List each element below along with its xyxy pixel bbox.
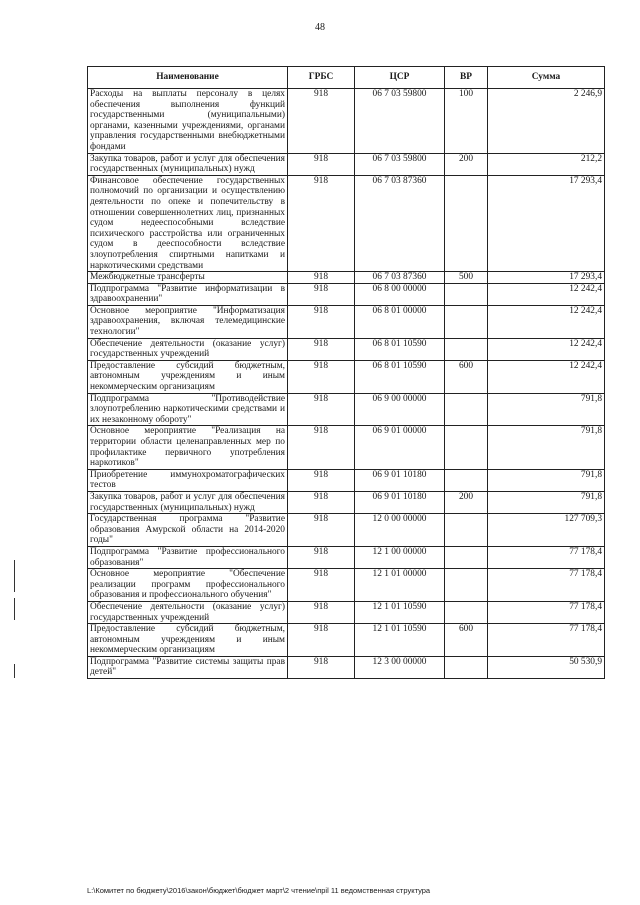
footer-file-path: L:\Комитет по бюджету\2016\закон\бюджет\бюджет март\2 чтение\прil 11 ведомственная структура (87, 886, 431, 895)
margin-mark (14, 598, 15, 620)
cell-sum: 212,2 (488, 153, 605, 175)
cell-sum: 77 178,4 (488, 546, 605, 568)
cell-name: Закупка товаров, работ и услуг для обеспечения государственных (муниципальных) нужд (88, 491, 288, 513)
cell-grbs: 918 (288, 514, 355, 547)
cell-grbs: 918 (288, 305, 355, 338)
cell-name: Основное мероприятие "Информатизация здравоохранения, включая телемедицинские технологии" (88, 305, 288, 338)
cell-grbs: 918 (288, 272, 355, 284)
table-row (88, 338, 605, 360)
cell-sum: 791,8 (488, 426, 605, 469)
table-row (88, 283, 605, 305)
cell-vr (445, 283, 488, 305)
cell-csr: 12 0 00 00000 (355, 514, 445, 547)
table-row (88, 469, 605, 491)
cell-csr: 06 8 01 10590 (355, 338, 445, 360)
cell-name: Подпрограмма "Противодействие злоупотреблению наркотическими средствами и их незаконному обороту" (88, 393, 288, 426)
cell-name: Подпрограмма "Развитие системы защиты прав детей" (88, 656, 288, 678)
cell-grbs: 918 (288, 656, 355, 678)
cell-sum: 127 709,3 (488, 514, 605, 547)
cell-sum: 17 293,4 (488, 175, 605, 271)
header-csr: ЦСР (355, 67, 445, 89)
cell-vr (445, 569, 488, 602)
cell-grbs: 918 (288, 491, 355, 513)
cell-csr: 12 1 00 00000 (355, 546, 445, 568)
cell-name: Основное мероприятие "Обеспечение реализации программ профессионального образования и профессионального обучения" (88, 569, 288, 602)
cell-grbs: 918 (288, 469, 355, 491)
cell-sum: 12 242,4 (488, 283, 605, 305)
cell-csr: 06 8 01 10590 (355, 360, 445, 393)
table-row (88, 272, 605, 284)
cell-csr: 06 7 03 87360 (355, 175, 445, 271)
cell-sum: 77 178,4 (488, 601, 605, 623)
cell-csr: 06 7 03 87360 (355, 272, 445, 284)
cell-vr (445, 426, 488, 469)
cell-grbs: 918 (288, 546, 355, 568)
table-row (88, 656, 605, 678)
cell-csr: 12 3 00 00000 (355, 656, 445, 678)
cell-csr: 06 8 00 00000 (355, 283, 445, 305)
cell-csr: 06 7 03 59800 (355, 89, 445, 154)
cell-csr: 12 1 01 10590 (355, 624, 445, 657)
cell-grbs: 918 (288, 153, 355, 175)
cell-vr: 600 (445, 360, 488, 393)
cell-csr: 06 8 01 00000 (355, 305, 445, 338)
cell-csr: 06 9 01 10180 (355, 469, 445, 491)
cell-vr (445, 514, 488, 547)
cell-vr (445, 656, 488, 678)
cell-vr (445, 393, 488, 426)
cell-vr: 200 (445, 153, 488, 175)
table-body (88, 89, 605, 679)
cell-csr: 12 1 01 10590 (355, 601, 445, 623)
cell-grbs: 918 (288, 393, 355, 426)
cell-vr (445, 338, 488, 360)
margin-mark (14, 664, 15, 678)
cell-sum: 791,8 (488, 491, 605, 513)
table-row (88, 426, 605, 469)
table-row (88, 393, 605, 426)
cell-grbs: 918 (288, 426, 355, 469)
cell-grbs: 918 (288, 283, 355, 305)
cell-grbs: 918 (288, 338, 355, 360)
cell-sum: 50 530,9 (488, 656, 605, 678)
cell-vr (445, 469, 488, 491)
cell-vr (445, 546, 488, 568)
cell-name: Обеспечение деятельности (оказание услуг) государственных учреждений (88, 338, 288, 360)
cell-name: Закупка товаров, работ и услуг для обеспечения государственных (муниципальных) нужд (88, 153, 288, 175)
cell-name: Предоставление субсидий бюджетным, автономным учреждениям и иным некоммерческим организациям (88, 360, 288, 393)
cell-csr: 06 9 00 00000 (355, 393, 445, 426)
table-row (88, 153, 605, 175)
cell-grbs: 918 (288, 601, 355, 623)
cell-vr: 100 (445, 89, 488, 154)
header-name: Наименование (88, 67, 288, 89)
table-row (88, 360, 605, 393)
cell-vr (445, 601, 488, 623)
cell-vr (445, 305, 488, 338)
cell-vr: 200 (445, 491, 488, 513)
cell-vr (445, 175, 488, 271)
header-vr: ВР (445, 67, 488, 89)
table-row (88, 305, 605, 338)
cell-csr: 06 7 03 59800 (355, 153, 445, 175)
cell-vr: 600 (445, 624, 488, 657)
cell-grbs: 918 (288, 569, 355, 602)
budget-table (87, 66, 605, 679)
table-row (88, 491, 605, 513)
cell-sum: 2 246,9 (488, 89, 605, 154)
cell-name: Расходы на выплаты персоналу в целях обеспечения выполнения функций государственными (муниципальными) органами, казенными учреждениями, органами управления государственными внебюджетными фондами (88, 89, 288, 154)
table-row (88, 175, 605, 271)
cell-sum: 12 242,4 (488, 338, 605, 360)
table-row (88, 624, 605, 657)
table-row (88, 546, 605, 568)
page-number: 48 (315, 22, 325, 33)
cell-name: Предоставление субсидий бюджетным, автономным учреждениям и иным некоммерческим организациям (88, 624, 288, 657)
table-row (88, 514, 605, 547)
table-row (88, 89, 605, 154)
cell-name: Обеспечение деятельности (оказание услуг) государственных учреждений (88, 601, 288, 623)
cell-grbs: 918 (288, 89, 355, 154)
cell-name: Государственная программа "Развитие образования Амурской области на 2014-2020 годы" (88, 514, 288, 547)
cell-name: Финансовое обеспечение государственных полномочий по организации и осуществлению деятельности по опеке и попечительству в отношении совершеннолетних лиц, признанных судом недееспособными вследствие психического расстройства или ограниченных судом в дееспособности вследствие злоупотребления спиртными напитками и наркотическими средствами (88, 175, 288, 271)
cell-sum: 791,8 (488, 469, 605, 491)
cell-sum: 791,8 (488, 393, 605, 426)
cell-name: Приобретение иммунохроматографических тестов (88, 469, 288, 491)
cell-csr: 12 1 01 00000 (355, 569, 445, 602)
table-row (88, 569, 605, 602)
cell-sum: 17 293,4 (488, 272, 605, 284)
table-header-row (88, 67, 605, 89)
cell-grbs: 918 (288, 624, 355, 657)
cell-sum: 77 178,4 (488, 569, 605, 602)
cell-csr: 06 9 01 00000 (355, 426, 445, 469)
cell-sum: 12 242,4 (488, 360, 605, 393)
cell-name: Подпрограмма "Развитие информатизации в здравоохранении" (88, 283, 288, 305)
cell-name: Подпрограмма "Развитие профессионального образования" (88, 546, 288, 568)
cell-grbs: 918 (288, 360, 355, 393)
cell-name: Основное мероприятие "Реализация на территории области целенаправленных мер по профилактике первичного употребления наркотиков" (88, 426, 288, 469)
cell-csr: 06 9 01 10180 (355, 491, 445, 513)
header-grbs: ГРБС (288, 67, 355, 89)
cell-sum: 12 242,4 (488, 305, 605, 338)
cell-sum: 77 178,4 (488, 624, 605, 657)
table-row (88, 601, 605, 623)
margin-mark (14, 560, 15, 592)
header-sum: Сумма (488, 67, 605, 89)
cell-grbs: 918 (288, 175, 355, 271)
cell-vr: 500 (445, 272, 488, 284)
cell-name: Межбюджетные трансферты (88, 272, 288, 284)
